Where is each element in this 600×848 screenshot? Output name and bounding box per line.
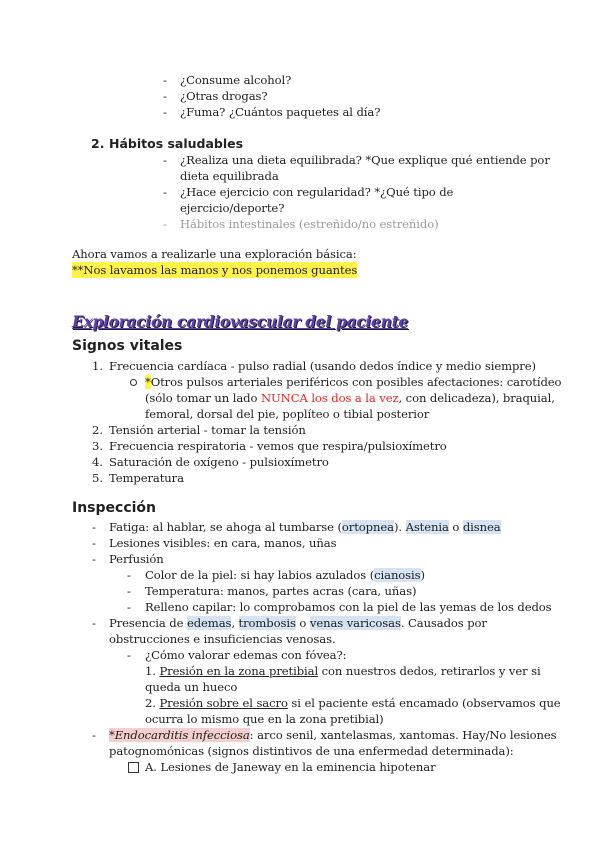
item-text: o [448, 520, 463, 534]
step-text: si el paciente está encamado (observamos que [287, 696, 561, 710]
term-varices: venas varicosas [309, 616, 401, 630]
step-text: con nuestros dedos, retirarlos y ver si [318, 664, 541, 678]
item-text: ) [420, 568, 425, 582]
item-text: . Causados por [400, 616, 487, 630]
vital-subitem-cont [145, 390, 555, 406]
item-text: ). [393, 520, 406, 534]
list-number: 4. [92, 455, 104, 469]
inspection-item [109, 727, 557, 743]
bullet-dash: - [163, 89, 167, 103]
vital-item: Temperatura [109, 471, 184, 485]
step-number: 2. [145, 696, 160, 710]
fovea-step-cont: ocurra lo mismo que en la zona pretibial) [145, 712, 384, 726]
perfusion-item: Temperatura: manos, partes acras (cara, uñas) [145, 584, 417, 598]
list-number: 3. [92, 439, 104, 453]
item-text: Presencia de [109, 616, 187, 630]
bullet-dash: - [127, 648, 131, 662]
list-item-cont: ejercicio/deporte? [180, 201, 285, 215]
list-number: 5. [92, 471, 104, 485]
item-text: o [295, 616, 310, 630]
gloves-note: **Nos lavamos las manos y nos ponemos guantes [72, 263, 358, 277]
inspection-item-cont: patognomónicas (signos distintivos de una enfermedad determinada): [109, 744, 514, 758]
warning-text: NUNCA los dos a la vez [260, 391, 399, 405]
bullet-dash: - [92, 520, 96, 534]
checkbox-icon[interactable] [128, 762, 139, 773]
bullet-dash: - [92, 536, 96, 550]
item-text: : arco senil, xantelasmas, xantomas. Hay/No lesiones [249, 728, 557, 742]
inspection-item-cont: obstrucciones e insuficiencias venosas. [109, 632, 336, 646]
healthy-habits-heading: Hábitos saludables [109, 136, 244, 151]
circle-bullet-icon [130, 379, 137, 386]
term-cianosis: cianosis [374, 568, 421, 582]
item-text: Fatiga: al hablar, se ahoga al tumbarse ( [109, 520, 342, 534]
list-item-cont: dieta equilibrada [180, 169, 279, 183]
list-item: Hábitos intestinales (estreñido/no estreñido) [180, 217, 439, 231]
subitem-text: , con delicadeza), braquial, [398, 391, 555, 405]
inspection-item: Lesiones visibles: en cara, manos, uñas [109, 536, 337, 550]
step-number: 1. [145, 664, 160, 678]
item-text: Color de la piel: si hay labios azulados ( [145, 568, 375, 582]
bullet-dash: - [163, 217, 167, 231]
item-text: , [231, 616, 239, 630]
subitem-text: (sólo tomar un lado [145, 391, 261, 405]
list-item: ¿Consume alcohol? [180, 73, 292, 87]
vital-subitem-cont: femoral, dorsal del pie, poplíteo o tibial posterior [145, 407, 430, 421]
term-ortopnea: ortopnea [341, 520, 394, 534]
list-number: 1. [92, 359, 104, 373]
vitals-heading: Signos vitales [72, 338, 183, 354]
section-number: 2. [91, 136, 105, 151]
term-astenia: Astenia [405, 520, 449, 534]
vital-item: Frecuencia respiratoria - vemos que respira/pulsioxímetro [109, 439, 447, 453]
bullet-dash: - [127, 600, 131, 614]
bullet-dash: - [127, 568, 131, 582]
subitem-text: Otros pulsos arteriales periféricos con posibles afectaciones: carotídeo [150, 375, 562, 389]
step-term: Presión en la zona pretibial [159, 664, 319, 678]
term-disnea: disnea [462, 520, 501, 534]
inspection-item [109, 519, 501, 535]
perfusion-item: Relleno capilar: lo comprobamos con la piel de las yemas de los dedos [145, 600, 552, 614]
step-term: Presión sobre el sacro [159, 696, 288, 710]
list-item: ¿Hace ejercicio con regularidad? *¿Qué tipo de [180, 185, 454, 199]
bullet-dash: - [163, 153, 167, 167]
bullet-dash: - [127, 584, 131, 598]
star-mark: * [145, 375, 151, 389]
list-number: 2. [92, 423, 104, 437]
bullet-dash: - [163, 105, 167, 119]
list-item: ¿Fuma? ¿Cuántos paquetes al día? [180, 105, 381, 119]
vital-item: Saturación de oxígeno - pulsioxímetro [109, 455, 329, 469]
bullet-dash: - [163, 73, 167, 87]
inspection-item: Perfusión [109, 552, 164, 566]
bullet-dash: - [92, 552, 96, 566]
fovea-question: ¿Cómo valorar edemas con fóvea?: [145, 648, 347, 662]
intro-text: Ahora vamos a realizarle una exploración básica: [72, 247, 357, 261]
perfusion-item [145, 567, 425, 583]
section-title: Exploración cardiovascular del paciente [72, 312, 408, 331]
term-trombosis: trombosis [238, 616, 296, 630]
vital-item: Tensión arterial - tomar la tensión [109, 423, 306, 437]
inspection-heading: Inspección [72, 500, 157, 516]
list-item: ¿Realiza una dieta equilibrada? *Que explique qué entiende por [180, 153, 550, 167]
fovea-step-cont: queda un hueco [145, 680, 238, 694]
checklist-item: A. Lesiones de Janeway en la eminencia hipotenar [145, 760, 436, 774]
term-edemas: edemas [186, 616, 232, 630]
list-item: ¿Otras drogas? [180, 89, 268, 103]
vital-subitem [145, 374, 561, 390]
bullet-dash: - [92, 616, 96, 630]
bullet-dash: - [163, 185, 167, 199]
inspection-item [109, 615, 487, 631]
term-endocarditis: *Endocarditis infecciosa [109, 728, 250, 742]
fovea-step [145, 695, 561, 711]
vital-item: Frecuencia cardíaca - pulso radial (usando dedos índice y medio siempre) [109, 359, 536, 373]
fovea-step [145, 663, 541, 679]
bullet-dash: - [92, 728, 96, 742]
